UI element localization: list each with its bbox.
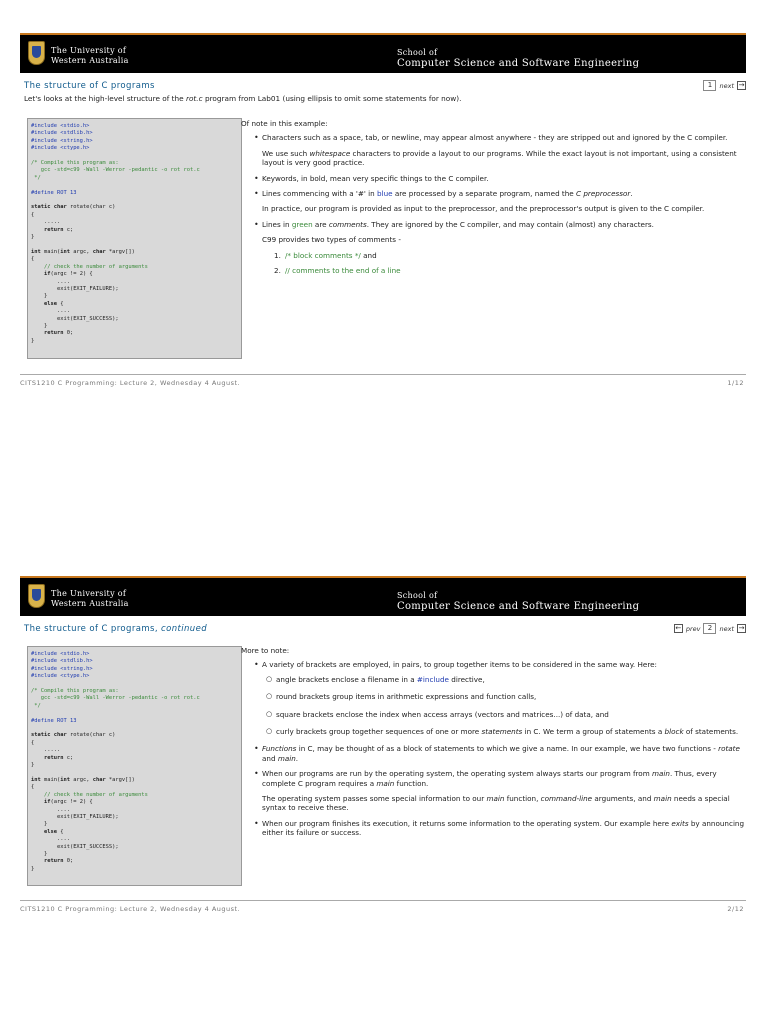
titlebar [20,621,746,637]
slide-1 [20,33,746,387]
next-link[interactable]: next [719,81,734,90]
code-listing: #include <stdio.h> #include <stdlib.h> #include <string.h> #include <ctype.h> /* Compile this program as: gcc -std=c99 -Wall -Werror -pedantic -o rot rot.c */ #define ROT 13 static char rotate(char c) { ..... return c; } int main(int argc, char *argv[]) { // check the number of arguments if(argc != 2) { .... exit(EXIT_FAILURE); } else { .... exit(EXIT_SUCCESS); } return 0; } [27,118,242,359]
list-item: 2. // comments to the end of a line [274,266,401,276]
list-item: • When our programs are run by the operating system, the operating system always starts our program from main. Thus, every complete C program requires a main function. The operating system passes some special information to our main function, command-line arguments, and main needs a special syntax to receive these. [262,769,746,813]
comment-types-list [274,251,746,276]
page-nav [674,623,746,634]
school-line-1: School of [397,591,438,600]
page-nav [703,80,746,91]
next-link[interactable]: next [719,624,734,633]
list-item: • Lines commencing with a '#' in blue are processed by a separate program, named the C preprocessor. In practice, our program is provided as input to the preprocessor, and the preprocessor's output is given to the C compiler. [262,189,746,214]
slide-2 [20,576,746,913]
university-crest-icon [28,584,45,608]
header-banner [20,576,746,616]
list-item: • Keywords, in bold, mean very specific things to the C compiler. [262,174,746,183]
notes-list [262,660,746,837]
school-line-2: Computer Science and Software Engineering [397,601,640,612]
next-arrow-icon[interactable]: → [738,624,745,632]
school-name [397,590,639,612]
slide-footer [20,900,746,913]
school-name [397,47,639,69]
university-line-1: The University of [51,46,127,55]
intro-text: Let's looks at the high-level structure of the rot.c program from Lab01 (using ellipsis to omit some statements for now). [24,94,462,103]
footer-page: 1/12 [727,379,744,387]
page-number-box[interactable]: 2 [703,623,716,634]
list-item: ○ curly brackets group together sequences of one or more statements in C. We term a group of statements a block of statements. [276,727,746,736]
list-item: • Characters such as a space, tab, or newline, may appear almost anywhere - they are stripped out and ignored by the C compiler. We use such whitespace characters to provide a layout to our programs. While the exact layout is not important, using a consistent layout is very good practice. [262,133,746,167]
list-item: ○ angle brackets enclose a filename in a #include directive, [276,675,746,684]
list-item: • Lines in green are comments. They are ignored by the C compiler, and may contain (almost) any characters. C99 provides two types of comments - 1. /* block comments */ and 2. // comments to the end of a line [262,220,746,276]
prev-link[interactable]: prev [685,624,701,633]
list-item: 1. /* block comments */ and [274,250,377,260]
slide-title: The structure of C programs, continued [24,624,208,634]
footer-text: CITS1210 C Programming: Lecture 2, Wednesday 4 August. [20,379,241,387]
header-banner [20,33,746,73]
university-crest-icon [28,41,45,65]
code-listing: #include <stdio.h> #include <stdlib.h> #include <string.h> #include <ctype.h> /* Compile this program as: gcc -std=c99 -Wall -Werror -pedantic -o rot rot.c */ #define ROT 13 static char rotate(char c) { ..... return c; } int main(int argc, char *argv[]) { // check the number of arguments if(argc != 2) { .... exit(EXIT_FAILURE); } else { .... exit(EXIT_SUCCESS); } return 0; } [27,646,242,886]
slide-footer [20,374,746,387]
notes-lead: Of note in this example: [241,119,328,128]
slide-title: The structure of C programs [24,81,155,91]
notes-list [262,133,746,275]
list-item: ○ round brackets group items in arithmetic expressions and function calls, [276,692,746,701]
titlebar [20,78,746,94]
list-item: ○ square brackets enclose the index when access arrays (vectors and matrices...) of data, and [276,710,746,719]
university-line-2: Western Australia [51,56,129,65]
next-arrow-icon[interactable]: → [738,81,745,89]
school-line-2: Computer Science and Software Engineering [397,58,640,69]
bracket-list [276,675,746,737]
university-name [51,46,129,66]
school-line-1: School of [397,48,438,57]
list-item: • When our program finishes its execution, it returns some information to the operating system. Our example here exits by announcing either its failure or success. [262,819,746,838]
footer-text: CITS1210 C Programming: Lecture 2, Wednesday 4 August. [20,905,241,913]
notes [241,646,746,844]
notes-lead: More to note: [241,646,290,655]
footer-page: 2/12 [727,905,744,913]
university-name [51,589,129,609]
list-item: • A variety of brackets are employed, in pairs, to group together items to be considered in the same way. Here: ○ angle brackets enclose a filename in a #include directive, ○ round brackets group items in arithmetic expressions and function calls, ○ square brackets enclose the index when access arrays (vectors and matrices...) of data, and ○ curly brackets group together sequences of one or more statements in C. We term a group of statements a block of statements. [262,660,746,736]
notes [241,119,746,281]
university-line-2: Western Australia [51,599,129,608]
university-line-1: The University of [51,589,127,598]
prev-arrow-icon[interactable]: ← [675,624,682,632]
page-number-box[interactable]: 1 [703,80,716,91]
list-item: • Functions in C, may be thought of as a block of statements to which we give a name. In our example, we have two functions - rotate and main. [262,744,746,763]
